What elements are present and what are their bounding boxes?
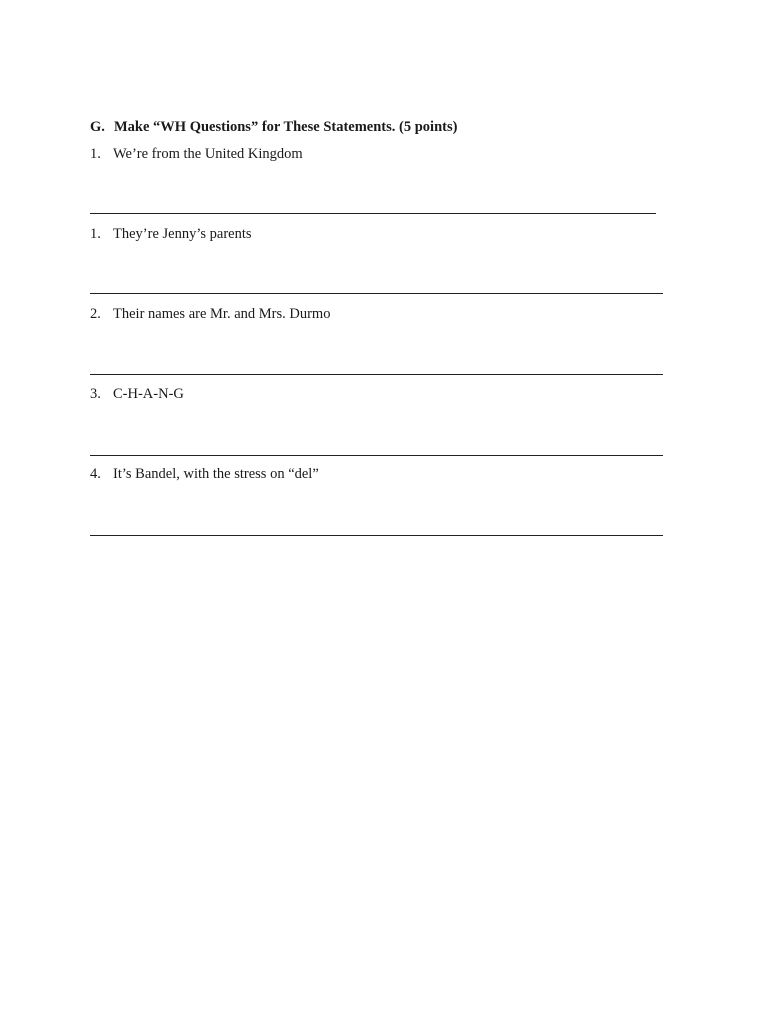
statement-number: 2. xyxy=(90,306,101,322)
statement-text: We’re from the United Kingdom xyxy=(113,146,303,162)
statement-item xyxy=(90,226,252,243)
statement-number: 1. xyxy=(90,226,101,242)
answer-line[interactable] xyxy=(90,374,663,375)
section-heading xyxy=(90,119,457,136)
statement-text: It’s Bandel, with the stress on “del” xyxy=(113,466,319,482)
statement-number: 3. xyxy=(90,386,101,402)
answer-line[interactable] xyxy=(90,213,656,214)
statement-text: They’re Jenny’s parents xyxy=(113,226,252,242)
statement-text: C-H-A-N-G xyxy=(113,386,184,402)
statement-item xyxy=(90,146,303,163)
statement-number: 1. xyxy=(90,146,101,162)
section-title: Make “WH Questions” for These Statements. (5 points) xyxy=(114,119,458,135)
statement-item xyxy=(90,386,184,403)
statement-text: Their names are Mr. and Mrs. Durmo xyxy=(113,306,331,322)
statement-number: 4. xyxy=(90,466,101,482)
answer-line[interactable] xyxy=(90,455,663,456)
statement-item xyxy=(90,466,319,483)
answer-line[interactable] xyxy=(90,535,663,536)
answer-line[interactable] xyxy=(90,293,663,294)
section-letter: G. xyxy=(90,119,105,135)
statement-item xyxy=(90,306,330,323)
